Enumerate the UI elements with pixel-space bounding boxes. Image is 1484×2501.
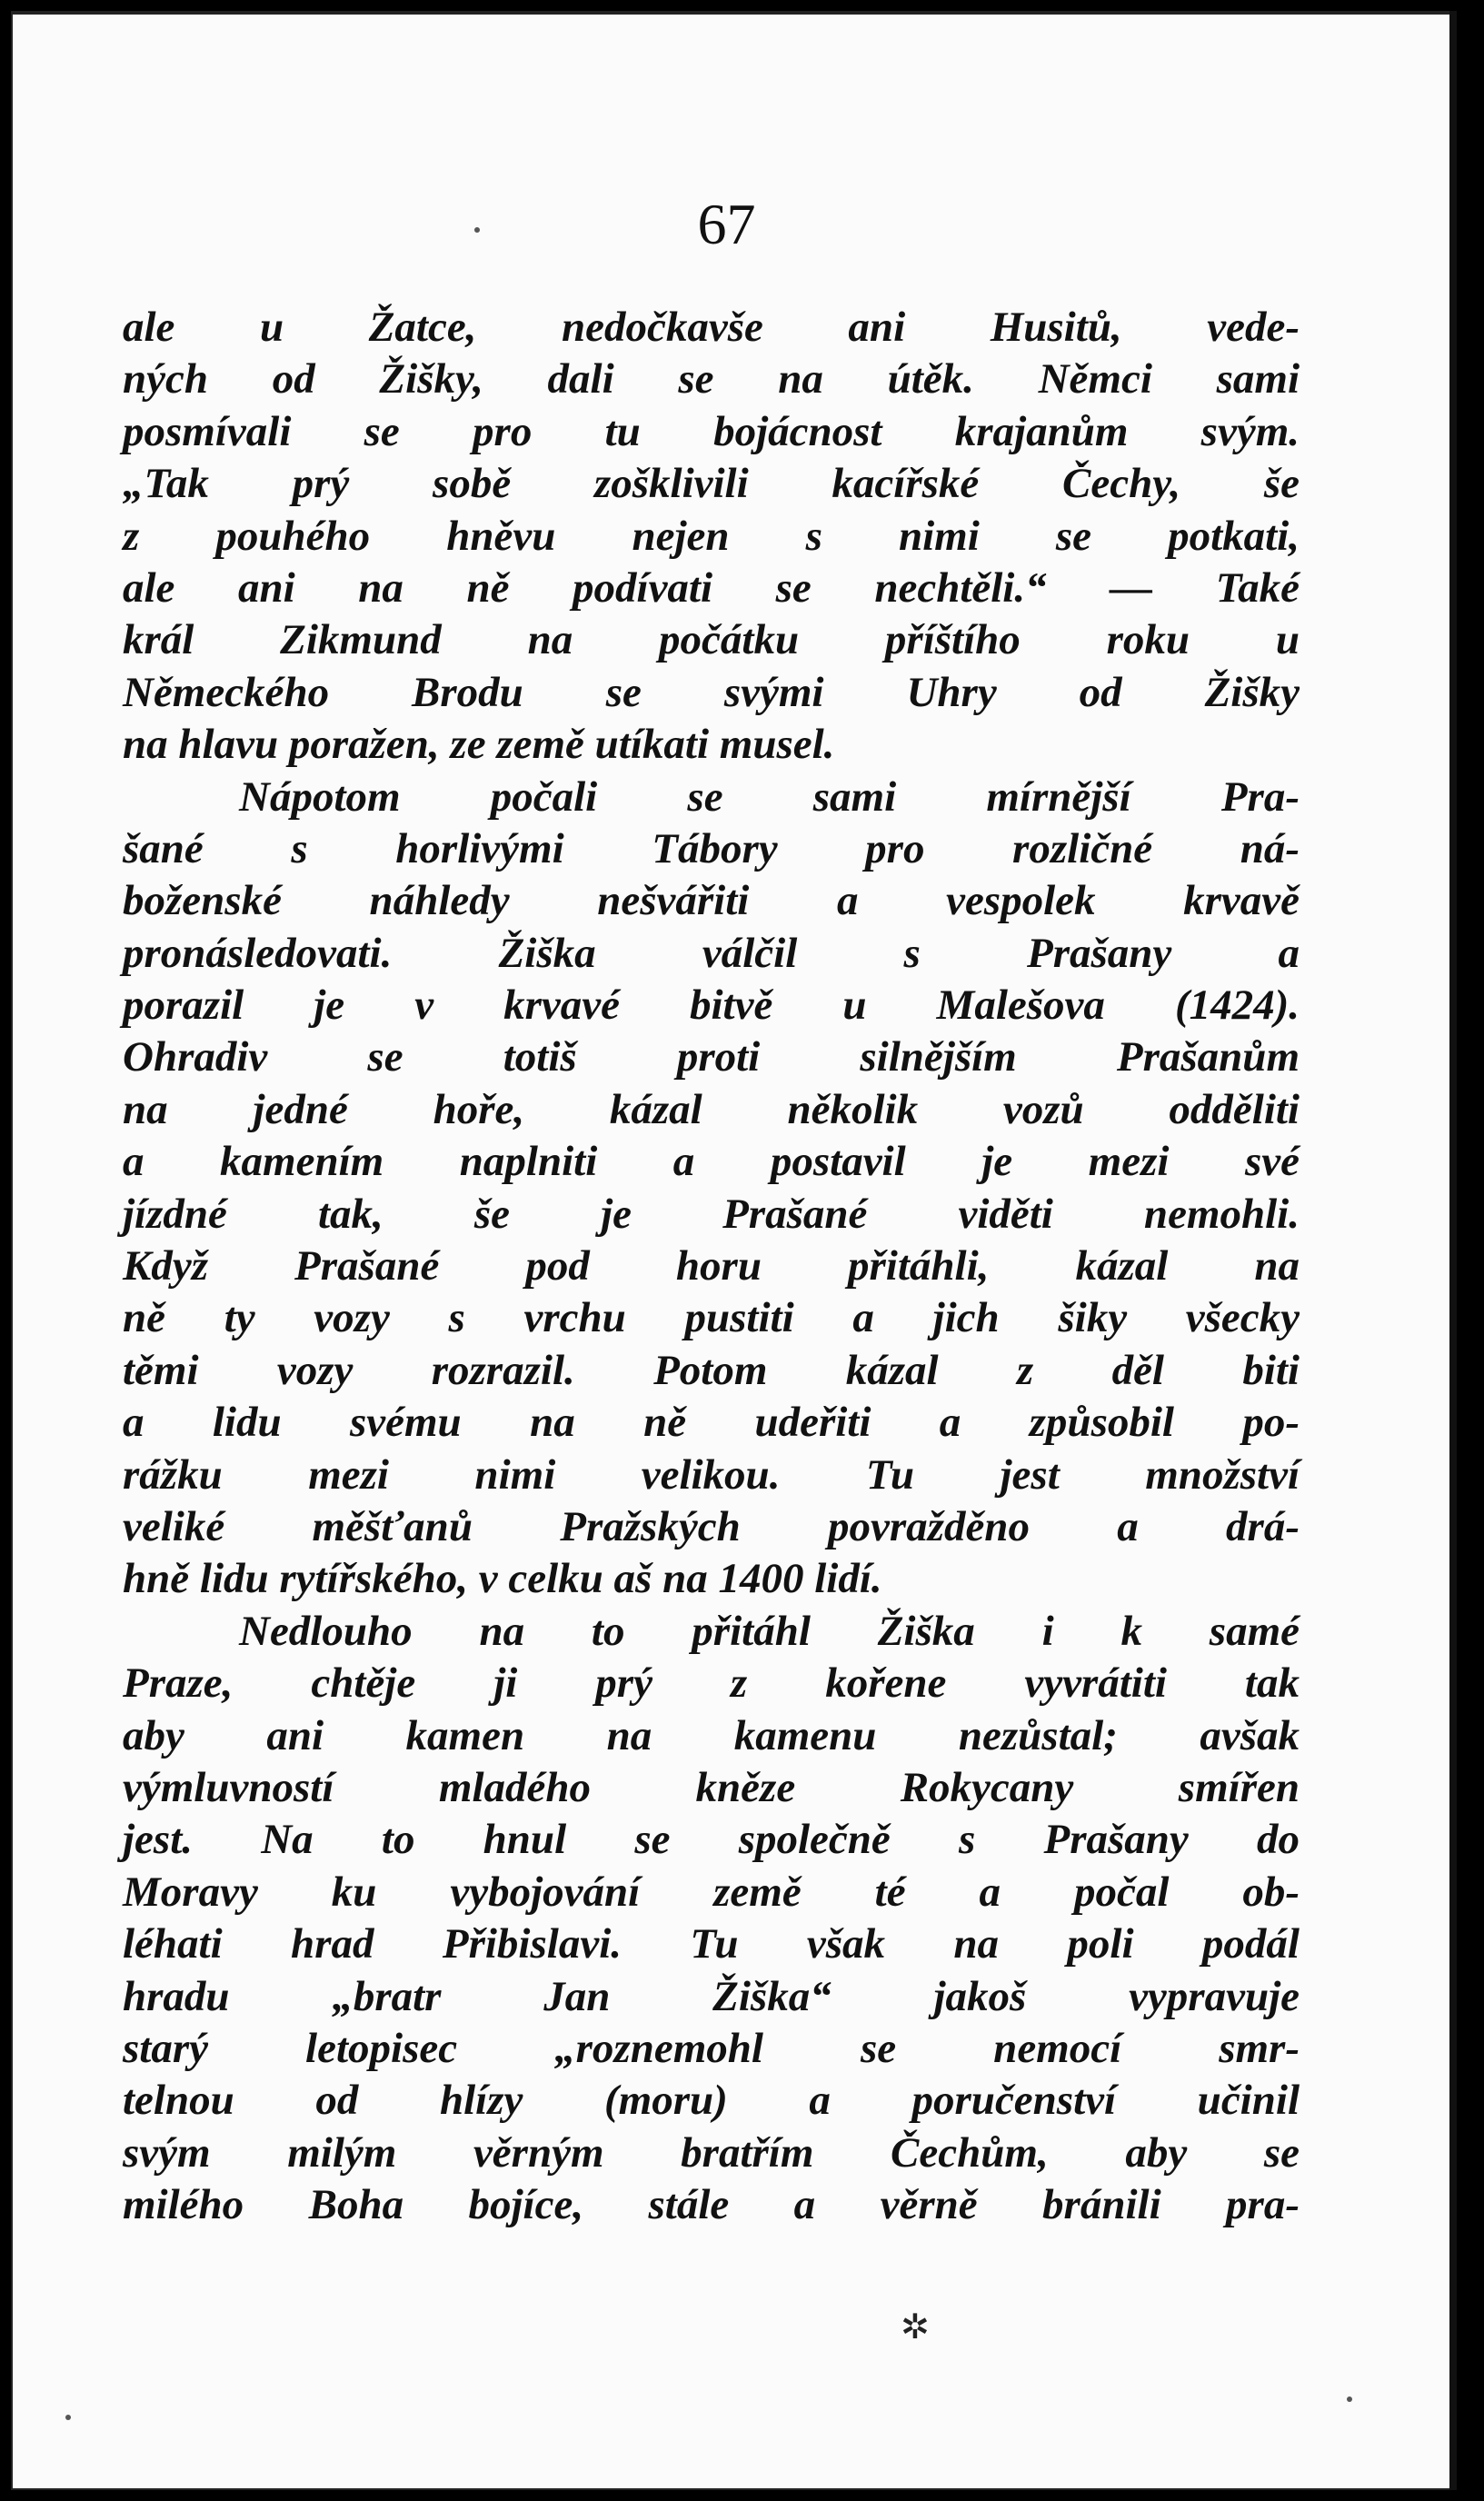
text-line: Když Prašané pod horu přitáhli, kázal na [123, 1242, 1300, 1290]
text-line: jízdné tak, še je Prašané viděti nemohli. [123, 1190, 1300, 1238]
text-line: Nápotom počali se sami mírnější Pra- [239, 772, 1300, 821]
page-edge-right [1449, 11, 1457, 2490]
book-page [11, 11, 1457, 2490]
text-line: telnou od hlízy (moru) a poručenství učinil [123, 2077, 1300, 2125]
text-line: rážku mezi nimi velikou. Tu jest množství [123, 1450, 1300, 1499]
text-line: a lidu svému na ně udeřiti a způsobil po- [123, 1399, 1300, 1447]
text-line: svým milým věrným bratřím Čechům, aby se [123, 2128, 1300, 2177]
text-line: ných od Žišky, dali se na útěk. Němci sami [123, 355, 1300, 404]
text-line: výmluvností mladého kněze Rokycany smířen [123, 1763, 1300, 1811]
text-line: pronásledovati. Žiška válčil s Prašany a [123, 929, 1300, 977]
text-line: hně lidu rytířského, v celku aš na 1400 lidí. [123, 1555, 882, 1603]
text-line: ale ani na ně podívati se nechtěli.“ — Také [123, 563, 1300, 612]
page-number: 67 [697, 192, 756, 256]
printing-speck [65, 2415, 71, 2420]
text-line: na jedné hoře, kázal několik vozů odděliti [123, 1085, 1300, 1133]
text-line: z pouhého hněvu nejen s nimi se potkati, [123, 512, 1300, 560]
text-line: jest. Na to hnul se společně s Prašany do [123, 1816, 1300, 1864]
text-line: starý letopisec „roznemohl se nemocí smr- [123, 2024, 1300, 2072]
text-line: těmi vozy rozrazil. Potom kázal z děl biti [123, 1346, 1300, 1394]
text-line: šané s horlivými Tábory pro rozličné ná- [123, 824, 1300, 872]
body-text [123, 302, 1300, 2231]
text-line: ale u Žatce, nedočkavše ani Husitů, vede- [123, 304, 1300, 351]
text-line: hradu „bratr Jan Žiška“ jakoš vypravuje [123, 1972, 1300, 2020]
signature-mark: ✲ [901, 2307, 930, 2347]
page-edge-top [11, 11, 1457, 15]
text-line: ně ty vozy s vrchu pustiti a jich šiky všecky [123, 1294, 1300, 1342]
text-line: milého Boha bojíce, stále a věrně bránili pra- [123, 2181, 1300, 2229]
text-line: aby ani kamen na kamenu nezůstal; avšak [123, 1711, 1300, 1759]
text-line: na hlavu poražen, ze země utíkati musel. [123, 721, 835, 769]
text-line: „Tak prý sobě zošklivili kacířské Čechy, še [123, 460, 1300, 508]
text-line: Německého Brodu se svými Uhry od Žišky [123, 668, 1300, 716]
printing-speck [1347, 2396, 1352, 2402]
text-line: boženské náhledy nešvářiti a vespolek krvavě [123, 877, 1300, 925]
text-line: porazil je v krvavé bitvě u Malešova (1424). [123, 981, 1300, 1030]
text-line: veliké měšťanů Pražských povražděno a drá- [123, 1502, 1300, 1550]
text-line: Moravy ku vybojování země té a počal ob- [123, 1868, 1300, 1916]
text-line: Ohradiv se totiš proti silnějším Prašanům [123, 1033, 1300, 1081]
text-line: posmívali se pro tu bojácnost krajanům svým. [123, 407, 1300, 455]
text-line: král Zikmund na počátku příštího roku u [123, 616, 1300, 664]
text-line: Nedlouho na to přitáhl Žiška i k samé [239, 1607, 1300, 1655]
text-line: léhati hrad Přibislavi. Tu však na poli podál [123, 1920, 1300, 1968]
text-line: a kamením naplniti a postavil je mezi své [123, 1138, 1300, 1186]
text-line: Praze, chtěje ji prý z kořene vyvrátiti tak [123, 1659, 1300, 1708]
